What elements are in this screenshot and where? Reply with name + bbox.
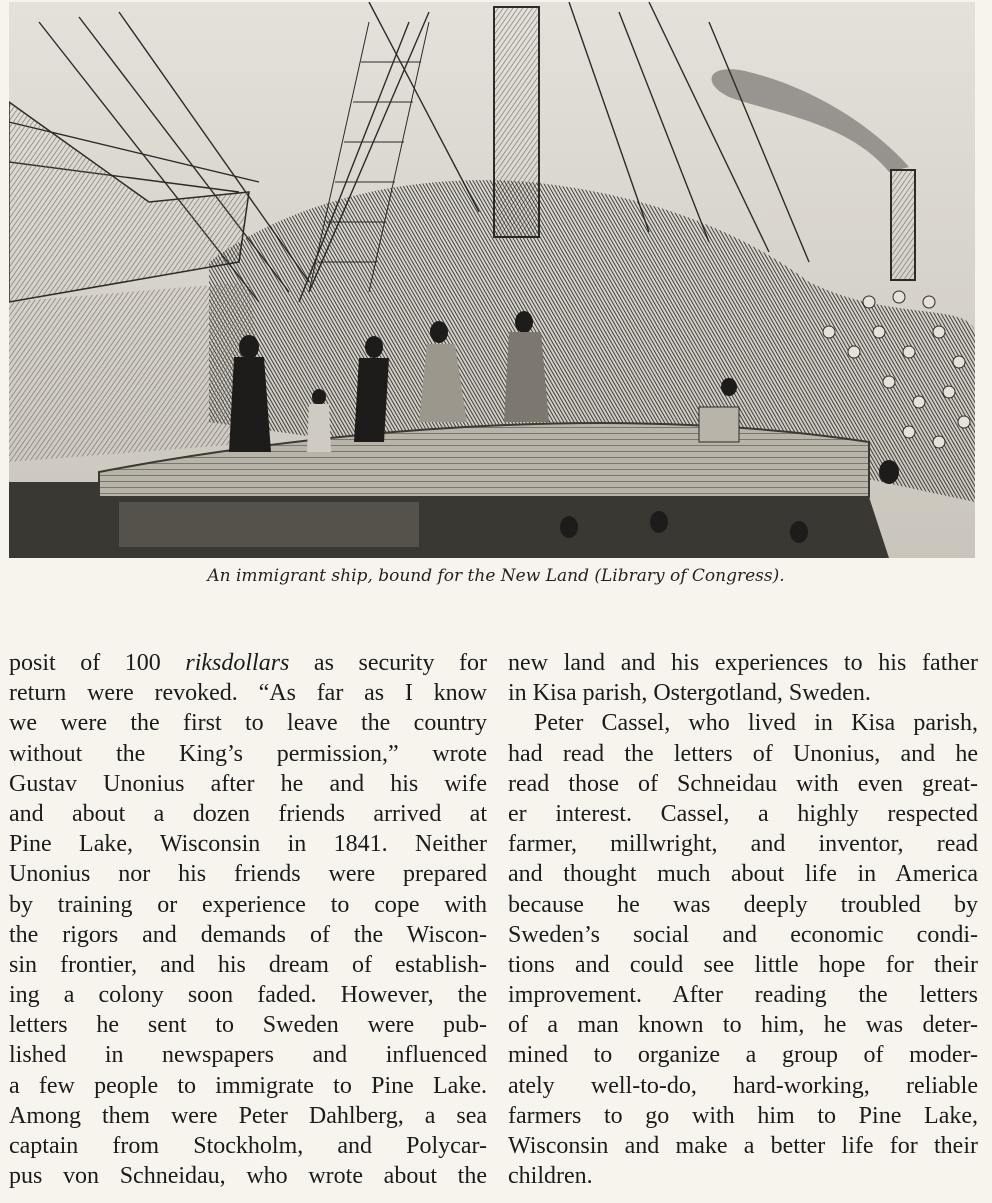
ship-illustration bbox=[9, 2, 975, 558]
text-line: children. bbox=[508, 1163, 593, 1190]
text-line: ately well-to-do, hard-working, reliable bbox=[508, 1072, 978, 1099]
text-line: Sweden’s social and economic condi- bbox=[508, 921, 978, 948]
article-column-right bbox=[508, 648, 978, 1191]
text-line: sin frontier, and his dream of establish- bbox=[9, 951, 487, 978]
text-line: without the King’s permission,” wrote bbox=[9, 740, 487, 767]
text-line: of a man known to him, he was deter- bbox=[508, 1012, 978, 1039]
text-line: captain from Stockholm, and Polycar- bbox=[9, 1133, 487, 1159]
text-line: Wisconsin and make a better life for their bbox=[508, 1133, 978, 1159]
text-line: in Kisa parish, Ostergotland, Sweden. bbox=[508, 680, 871, 707]
text-line: we were the first to leave the country bbox=[9, 710, 487, 737]
text-line: Peter Cassel, who lived in Kisa parish, bbox=[534, 710, 978, 737]
text-line: Unonius nor his friends were prepared bbox=[9, 861, 487, 888]
text-line: return were revoked. “As far as I know bbox=[9, 680, 487, 707]
text-line: by training or experience to cope with bbox=[9, 891, 487, 918]
text-line: farmers to go with him to Pine Lake, bbox=[508, 1102, 978, 1129]
text-line: ing a colony soon faded. However, the bbox=[9, 982, 487, 1009]
text-line: and about a dozen friends arrived at bbox=[9, 800, 487, 827]
text-line: er interest. Cassel, a highly respected bbox=[508, 800, 978, 827]
text-line: posit of 100 riksdollars as security for bbox=[9, 650, 488, 676]
text-line: because he was deeply troubled by bbox=[508, 891, 978, 918]
text-line: improvement. After reading the letters bbox=[508, 982, 978, 1009]
text-line: Among them were Peter Dahlberg, a sea bbox=[9, 1102, 487, 1129]
text-line: mined to organize a group of moder- bbox=[508, 1042, 978, 1069]
article-column-left bbox=[9, 648, 487, 1191]
text-line: lished in newspapers and influenced bbox=[9, 1042, 487, 1069]
figure-caption: An immigrant ship, bound for the New Land (Library of Congress). bbox=[207, 566, 785, 586]
text-line: Gustav Unonius after he and his wife bbox=[9, 770, 487, 797]
text-line: letters he sent to Sweden were pub- bbox=[9, 1012, 487, 1039]
text-line: a few people to immigrate to Pine Lake. bbox=[9, 1072, 487, 1099]
text-line: farmer, millwright, and inventor, read bbox=[508, 831, 978, 858]
text-line: new land and his experiences to his father bbox=[508, 650, 978, 676]
text-line: and thought much about life in America bbox=[508, 861, 978, 888]
text-line: Pine Lake, Wisconsin in 1841. Neither bbox=[9, 831, 487, 858]
text-line: the rigors and demands of the Wiscon- bbox=[9, 921, 487, 948]
text-line: tions and could see little hope for their bbox=[508, 951, 978, 978]
text-line: had read the letters of Unonius, and he bbox=[508, 740, 978, 767]
text-line: pus von Schneidau, who wrote about the bbox=[9, 1163, 487, 1190]
text-line: read those of Schneidau with even great- bbox=[508, 770, 978, 797]
immigrant-ship-engraving bbox=[9, 2, 975, 558]
